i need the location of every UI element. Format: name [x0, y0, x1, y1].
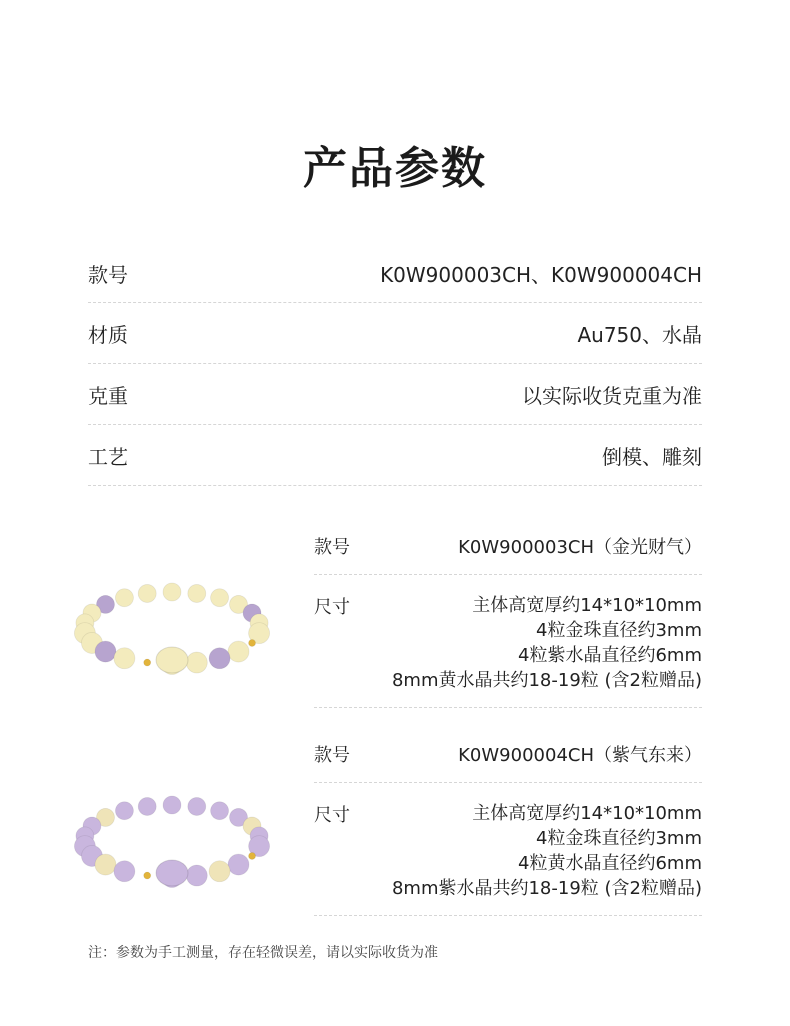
- amethyst-bracelet-image: [70, 786, 275, 896]
- size-lines: [392, 593, 702, 693]
- bracelet-beads: [74, 583, 269, 675]
- spec-value: Au750、水晶: [577, 322, 702, 347]
- crystal-bead: [188, 797, 206, 815]
- pixiu-charm: [156, 860, 188, 886]
- spec-row-style-no: [88, 244, 702, 303]
- size-line: 4粒金珠直径约3mm: [536, 828, 702, 849]
- style-no-label: 款号: [314, 745, 350, 766]
- crystal-bead: [138, 797, 156, 815]
- spec-label: 工艺: [88, 444, 128, 469]
- crystal-bead: [228, 854, 249, 875]
- spec-label: 克重: [88, 383, 128, 408]
- size-line: 主体高宽厚约14*10*10mm: [472, 803, 702, 824]
- crystal-bead: [211, 802, 229, 820]
- spec-value: 以实际收货克重为准: [522, 383, 702, 408]
- style-no-value: K0W900004CH（紫气东来）: [458, 745, 702, 766]
- spec-row-craft: [88, 425, 702, 486]
- crystal-bead: [114, 648, 135, 669]
- size-line: 4粒紫水晶直径约6mm: [518, 645, 702, 666]
- crystal-bead: [115, 802, 133, 820]
- crystal-bead: [209, 861, 230, 882]
- crystal-bead: [138, 584, 156, 602]
- style-no-label: 款号: [314, 537, 350, 558]
- gold-bead: [144, 872, 151, 879]
- size-label: 尺寸: [314, 805, 350, 826]
- crystal-bead: [186, 652, 207, 673]
- crystal-bead: [163, 583, 181, 601]
- spec-label: 材质: [88, 322, 128, 347]
- product-detail: [314, 726, 702, 916]
- bracelet-beads: [74, 796, 269, 888]
- pixiu-charm: [156, 647, 188, 673]
- style-no-row: [314, 726, 702, 783]
- size-row: [314, 783, 702, 916]
- spec-table: [88, 244, 702, 486]
- crystal-bead: [115, 589, 133, 607]
- page-title: 产品参数: [303, 143, 487, 194]
- crystal-bead: [211, 589, 229, 607]
- size-line: 主体高宽厚约14*10*10mm: [472, 595, 702, 616]
- style-no-value: K0W900003CH（金光财气）: [458, 537, 702, 558]
- crystal-bead: [95, 641, 116, 662]
- style-no-row: [314, 518, 702, 575]
- size-line: 4粒金珠直径约3mm: [536, 620, 702, 641]
- gold-bead: [249, 852, 256, 859]
- size-line: 8mm黄水晶共约18-19粒 (含2粒赠品): [391, 670, 702, 691]
- size-row: [314, 575, 702, 708]
- spec-value: K0W900003CH、K0W900004CH: [380, 262, 702, 287]
- product-detail: [314, 518, 702, 708]
- size-line: 8mm紫水晶共约18-19粒 (含2粒赠品): [391, 878, 702, 899]
- crystal-bead: [209, 648, 230, 669]
- size-label: 尺寸: [314, 597, 350, 618]
- spec-label: 款号: [88, 262, 128, 287]
- crystal-bead: [114, 861, 135, 882]
- footnote: 注：参数为手工测量，存在轻微误差，请以实际收货为准: [88, 945, 438, 961]
- crystal-bead: [163, 796, 181, 814]
- spec-row-weight: [88, 364, 702, 425]
- size-lines: [392, 801, 702, 901]
- spec-value: 倒模、雕刻: [602, 444, 702, 469]
- crystal-bead: [228, 641, 249, 662]
- crystal-bead: [186, 865, 207, 886]
- crystal-bead: [188, 584, 206, 602]
- crystal-bead: [95, 854, 116, 875]
- citrine-bracelet-image: [70, 573, 275, 683]
- spec-row-material: [88, 303, 702, 364]
- gold-bead: [249, 639, 256, 646]
- gold-bead: [144, 659, 151, 666]
- size-line: 4粒黄水晶直径约6mm: [518, 853, 702, 874]
